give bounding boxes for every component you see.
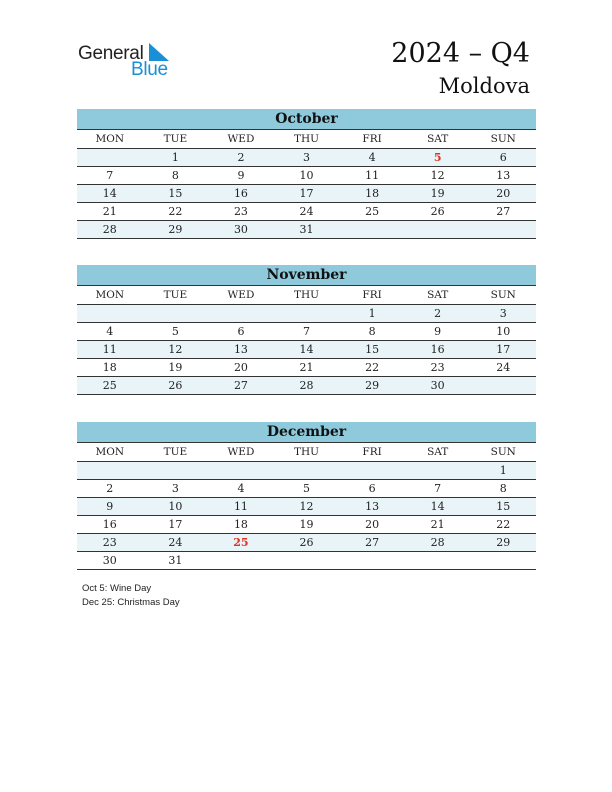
logo-word-general: General [78,43,144,64]
day-cell: 4 [368,151,376,164]
page-title-period: 2024 – Q4 [391,38,530,69]
weekday-label: SUN [490,446,516,458]
weekday-label: FRI [362,133,382,145]
day-cell: 28 [299,379,314,392]
weekday-label: MON [95,133,125,145]
day-cell: 23 [430,361,445,374]
day-cell: 19 [299,518,314,531]
day-cell: 29 [168,223,183,236]
day-cell: 10 [168,500,183,513]
week-row [77,480,536,498]
day-cell: 27 [365,536,380,549]
weekday-label: SAT [427,446,449,458]
day-cell: 26 [168,379,183,392]
month-name: November [77,265,536,286]
day-cell: 22 [496,518,511,531]
day-cell: 14 [102,187,117,200]
day-cell [77,462,143,479]
day-cell: 26 [299,536,314,549]
day-cell [77,305,143,322]
day-cell [274,462,340,479]
day-cell: 18 [365,187,380,200]
day-cell: 8 [368,325,376,338]
weekday-label: SAT [427,289,449,301]
day-cell: 12 [299,500,314,513]
weekday-label: SAT [427,133,449,145]
day-cell: 20 [496,187,511,200]
week-row [77,185,536,203]
day-cell: 14 [430,500,445,513]
week-row [77,167,536,185]
day-cell: 19 [168,361,183,374]
day-cell: 1 [171,151,179,164]
day-cell: 9 [434,325,442,338]
day-cell [274,552,340,569]
day-cell: 8 [499,482,507,495]
holiday-note: Dec 25: Christmas Day [82,597,180,608]
day-cell: 24 [299,205,314,218]
week-row [77,552,536,570]
day-cell [339,462,405,479]
weekday-label: THU [294,133,320,145]
day-cell: 31 [299,223,314,236]
day-cell [143,462,209,479]
weekday-label: SUN [490,289,516,301]
weekday-label: TUE [163,289,188,301]
day-cell: 11 [102,343,117,356]
day-cell: 8 [171,169,179,182]
weekday-label: MON [95,446,125,458]
day-cell: 27 [496,205,511,218]
week-row [77,305,536,323]
weekday-label: TUE [163,133,188,145]
week-row [77,377,536,395]
day-cell [143,305,209,322]
day-cell: 3 [171,482,179,495]
day-cell: 20 [365,518,380,531]
day-cell [470,377,536,394]
day-cell: 13 [496,169,511,182]
day-cell [339,221,405,238]
day-cell: 28 [430,536,445,549]
day-cell: 17 [299,187,314,200]
day-cell: 4 [106,325,114,338]
weekday-label: MON [95,289,125,301]
day-cell: 2 [106,482,114,495]
day-cell [208,462,274,479]
day-cell: 12 [168,343,183,356]
day-cell: 26 [430,205,445,218]
week-row [77,462,536,480]
holiday-day-cell: 25 [233,536,249,549]
day-cell: 17 [496,343,511,356]
day-cell: 7 [303,325,311,338]
day-cell: 19 [430,187,445,200]
day-cell: 29 [365,379,380,392]
day-cell [77,149,143,166]
day-cell [470,552,536,569]
generalblue-logo [78,40,188,80]
week-row [77,359,536,377]
day-cell: 25 [365,205,380,218]
logo-word-blue: Blue [131,59,168,80]
day-cell: 21 [102,205,117,218]
month-name: December [77,422,536,443]
day-cell: 28 [102,223,117,236]
day-cell: 11 [233,500,248,513]
day-cell [208,305,274,322]
calendar-november [77,265,536,395]
page-title-country: Moldova [438,74,530,98]
day-cell: 31 [168,554,183,567]
day-cell: 16 [430,343,445,356]
weekday-label: TUE [163,446,188,458]
weekday-header-row [77,130,536,149]
day-cell: 5 [171,325,179,338]
week-row [77,221,536,239]
day-cell [208,552,274,569]
day-cell: 30 [233,223,248,236]
day-cell: 18 [233,518,248,531]
week-row [77,341,536,359]
day-cell: 30 [430,379,445,392]
day-cell: 17 [168,518,183,531]
weekday-label: FRI [362,446,382,458]
day-cell: 29 [496,536,511,549]
holiday-day-cell: 5 [433,151,442,164]
day-cell: 22 [168,205,183,218]
day-cell [405,552,471,569]
weekday-label: THU [294,446,320,458]
day-cell: 10 [299,169,314,182]
day-cell: 24 [168,536,183,549]
day-cell [339,552,405,569]
day-cell: 2 [434,307,442,320]
day-cell: 3 [303,151,311,164]
month-name: October [77,109,536,130]
day-cell: 23 [102,536,117,549]
day-cell: 11 [365,169,380,182]
holiday-note: Oct 5: Wine Day [82,583,152,594]
day-cell: 10 [496,325,511,338]
weekday-label: THU [294,289,320,301]
week-row [77,498,536,516]
day-cell: 25 [102,379,117,392]
day-cell: 22 [365,361,380,374]
day-cell: 7 [434,482,442,495]
day-cell: 21 [299,361,314,374]
weekday-label: WED [227,133,255,145]
day-cell: 1 [368,307,376,320]
day-cell: 20 [233,361,248,374]
day-cell: 18 [102,361,117,374]
day-cell: 9 [106,500,114,513]
day-cell: 27 [233,379,248,392]
day-cell: 16 [233,187,248,200]
weekday-header-row [77,443,536,462]
week-row [77,149,536,167]
day-cell [405,462,471,479]
day-cell: 15 [365,343,380,356]
day-cell: 21 [430,518,445,531]
weekday-label: WED [227,446,255,458]
day-cell: 24 [496,361,511,374]
holiday-notes [82,582,180,610]
calendar-october [77,109,536,239]
day-cell: 4 [237,482,245,495]
day-cell: 1 [499,464,507,477]
day-cell: 6 [499,151,507,164]
day-cell: 13 [233,343,248,356]
day-cell: 6 [237,325,245,338]
day-cell: 15 [496,500,511,513]
weekday-label: WED [227,289,255,301]
day-cell: 2 [237,151,245,164]
day-cell: 5 [303,482,311,495]
day-cell: 13 [365,500,380,513]
day-cell: 14 [299,343,314,356]
day-cell: 3 [499,307,507,320]
day-cell [274,305,340,322]
weekday-header-row [77,286,536,305]
day-cell: 6 [368,482,376,495]
day-cell [470,221,536,238]
weekday-label: FRI [362,289,382,301]
day-cell: 16 [102,518,117,531]
day-cell: 30 [102,554,117,567]
calendar-december [77,422,536,570]
day-cell: 9 [237,169,245,182]
week-row [77,516,536,534]
day-cell [405,221,471,238]
day-cell: 7 [106,169,114,182]
weekday-label: SUN [490,133,516,145]
week-row [77,534,536,552]
week-row [77,203,536,221]
week-row [77,323,536,341]
day-cell: 23 [233,205,248,218]
day-cell: 12 [430,169,445,182]
day-cell: 15 [168,187,183,200]
